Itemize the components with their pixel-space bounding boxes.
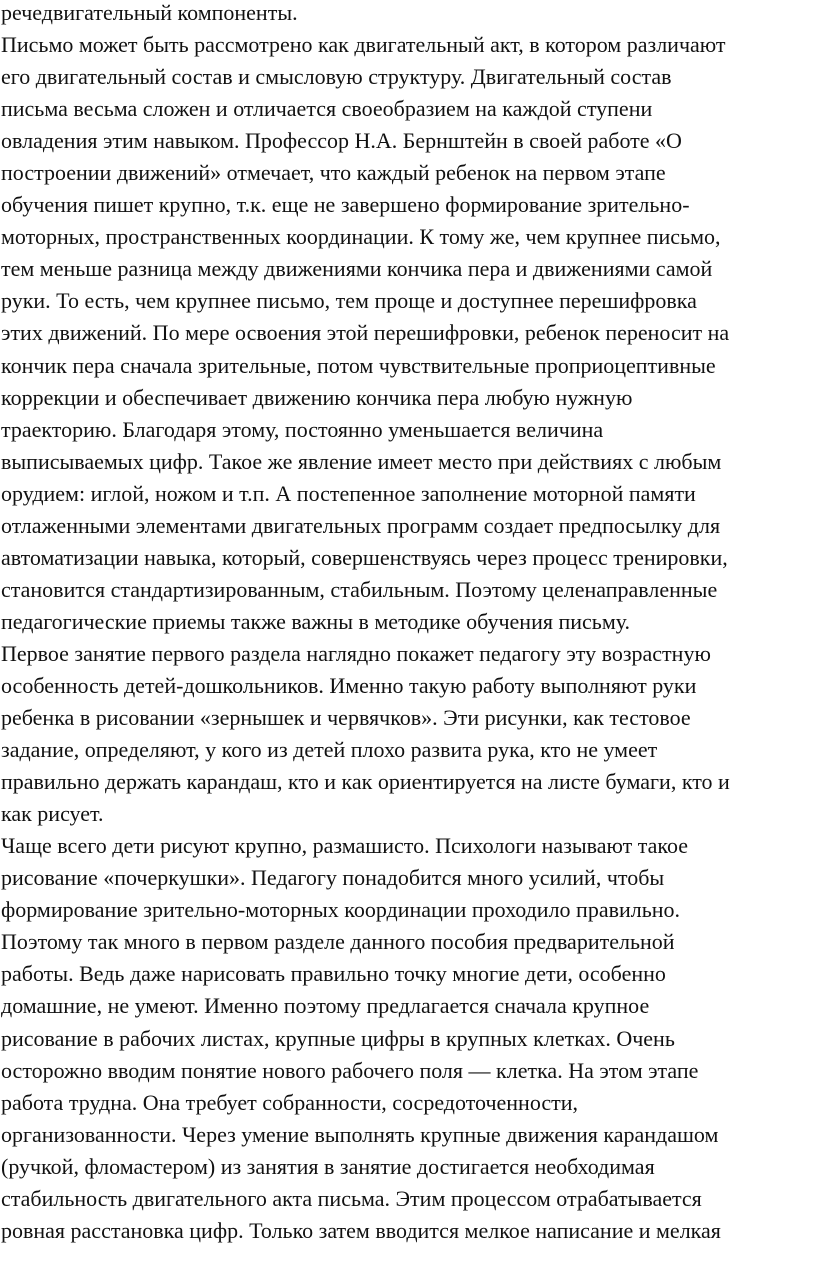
text-line: как рисует.	[1, 801, 104, 827]
text-line: работа трудна. Она требует собранности, сосредоточенности,	[1, 1089, 579, 1115]
text-line: овладения этим навыком. Профессор Н.А. Бернштейн в своей работе «О	[1, 128, 682, 154]
text-line: орудием: иглой, ножом и т.п. А постепенное заполнение моторной памяти	[1, 480, 696, 506]
text-line: ровная расстановка цифр. Только затем вводится мелкое написание и мелкая	[1, 1217, 721, 1243]
text-line: отлаженными элементами двигательных программ создает предпосылку для	[1, 512, 721, 538]
text-line: ребенка в рисовании «зернышек и червячков». Эти рисунки, как тестовое	[1, 705, 691, 731]
text-line: выписываемых цифр. Такое же явление имеет место при действиях с любым	[1, 448, 722, 474]
text-line: траекторию. Благодаря этому, постоянно уменьшается величина	[1, 416, 604, 442]
text-line: Поэтому так много в первом разделе данного пособия предварительной	[1, 929, 675, 955]
text-line: формирование зрительно-моторных координации проходило правильно.	[1, 897, 681, 923]
text-line: организованности. Через умение выполнять крупные движения карандашом	[1, 1121, 719, 1147]
text-line: Чаще всего дети рисуют крупно, размашисто. Психологи называют такое	[1, 833, 689, 859]
text-line: тем меньше разница между движениями кончика пера и движениями самой	[1, 256, 713, 282]
text-line: руки. То есть, чем крупнее письмо, тем проще и доступнее перешифровка	[1, 288, 697, 314]
text-line: Первое занятие первого раздела наглядно покажет педагогу эту возрастную	[1, 640, 711, 666]
text-line: обучения пишет крупно, т.к. еще не завершено формирование зрительно-	[1, 192, 690, 218]
text-line: этих движений. По мере освоения этой перешифровки, ребенок переносит на	[1, 320, 730, 346]
text-line: кончик пера сначала зрительные, потом чувствительные проприоцептивные	[1, 352, 716, 378]
text-line: письма весьма сложен и отличается своеобразием на каждой ступени	[1, 96, 653, 122]
text-line: коррекции и обеспечивает движению кончика пера любую нужную	[1, 384, 633, 410]
text-line: особенность детей-дошкольников. Именно такую работу выполняют руки	[1, 672, 697, 698]
text-line: моторных, пространственных координации. К тому же, чем крупнее письмо,	[1, 224, 721, 250]
text-line: осторожно вводим понятие нового рабочего поля — клетка. На этом этапе	[1, 1057, 699, 1083]
text-line: стабильность двигательного акта письма. Этим процессом отрабатывается	[1, 1185, 702, 1211]
text-line: его двигательный состав и смысловую структуру. Двигательный состав	[1, 64, 672, 90]
text-line: задание, определяют, у кого из детей плохо развита рука, кто не умеет	[1, 737, 658, 763]
text-line: построении движений» отмечает, что каждый ребенок на первом этапе	[1, 160, 666, 186]
text-line: педагогические приемы также важны в методике обучения письму.	[1, 608, 631, 634]
text-line: рисование «почеркушки». Педагогу понадобится много усилий, чтобы	[1, 865, 665, 891]
text-line: домашние, не умеют. Именно поэтому предлагается сначала крупное	[1, 993, 650, 1019]
text-line: правильно держать карандаш, кто и как ориентируется на листе бумаги, кто и	[1, 769, 730, 795]
text-line: автоматизации навыка, который, совершенствуясь через процесс тренировки,	[1, 544, 728, 570]
text-line: речедвигательный компоненты.	[1, 0, 298, 25]
text-line: работы. Ведь даже нарисовать правильно точку многие дети, особенно	[1, 961, 666, 987]
text-line: (ручкой, фломастером) из занятия в занятие достигается необходимая	[1, 1153, 655, 1179]
text-line: Письмо может быть рассмотрено как двигательный акт, в котором различают	[1, 32, 726, 58]
text-line: рисование в рабочих листах, крупные цифры в крупных клетках. Очень	[1, 1025, 675, 1051]
text-line: становится стандартизированным, стабильным. Поэтому целенаправленные	[1, 576, 718, 602]
